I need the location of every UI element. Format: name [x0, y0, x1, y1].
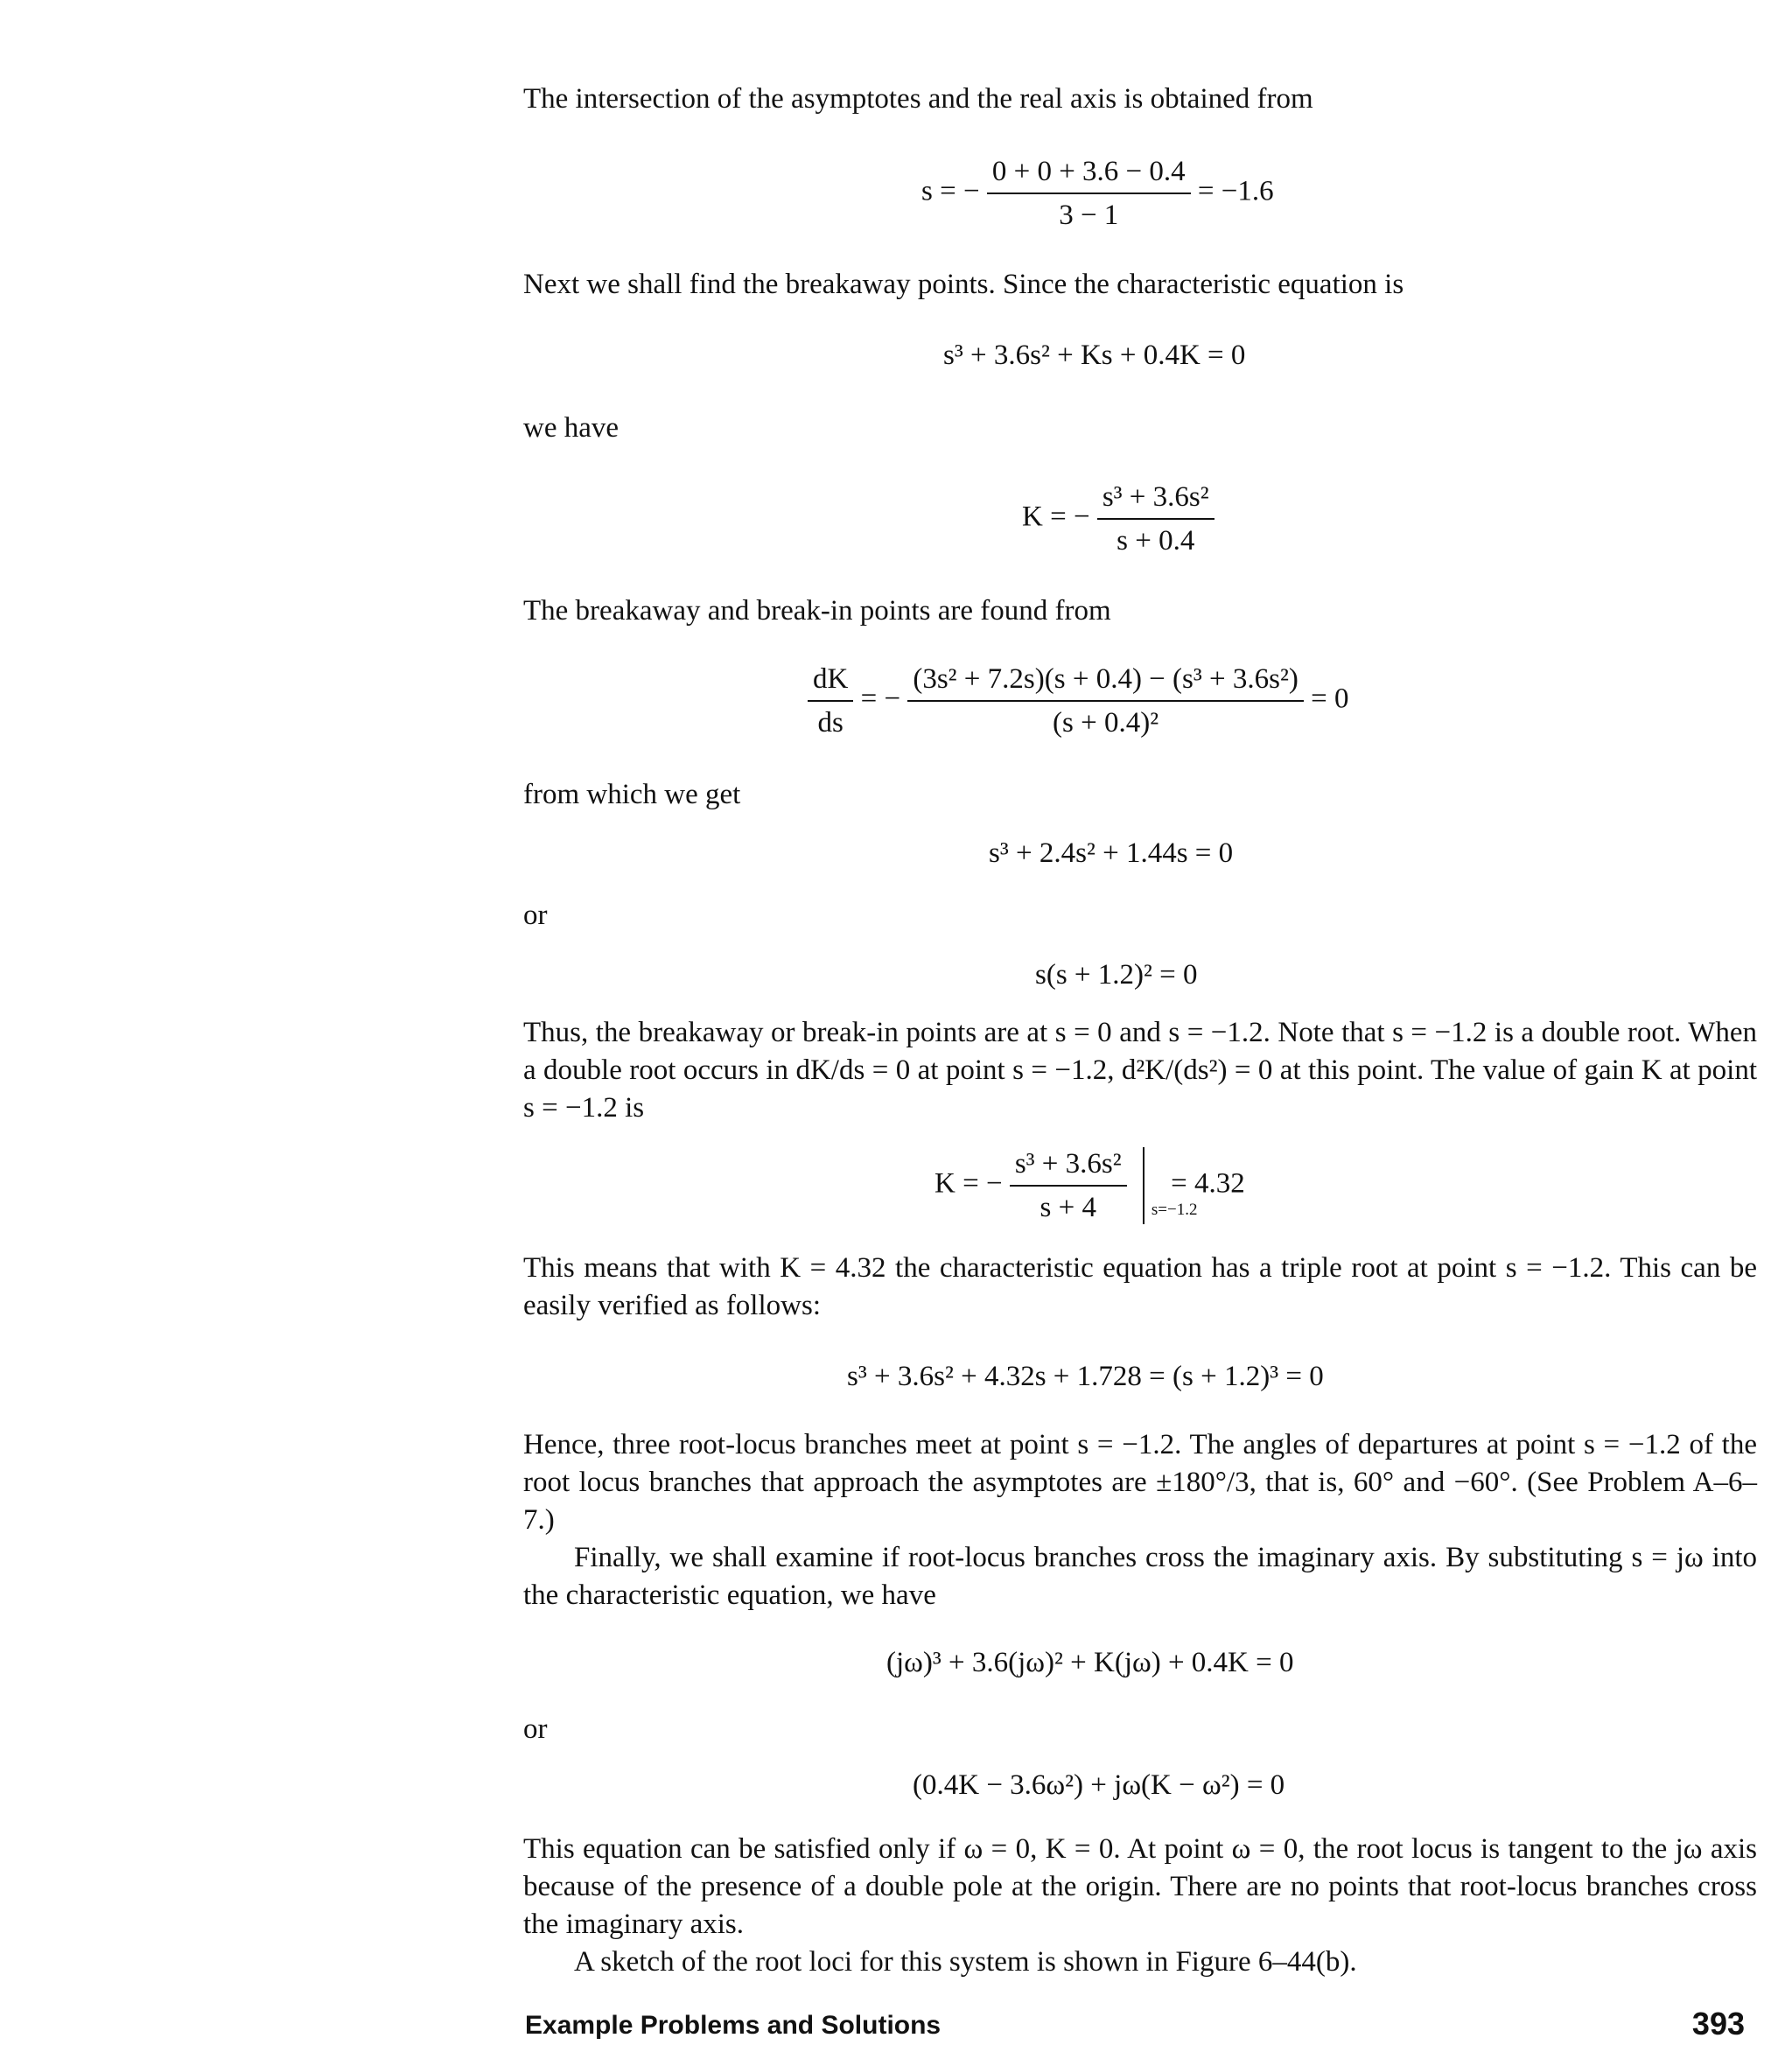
equation-gain-value: [934, 1146, 1245, 1225]
eq7-lhs: K = −: [934, 1167, 1003, 1200]
eq1-rhs: = −1.6: [1197, 175, 1274, 207]
paragraph-imaginary-axis: Finally, we shall examine if root-locus branches cross the imaginary axis. By substituting s = jω into the characteristic equation, we have: [523, 1542, 1757, 1611]
paragraph-we-have: we have: [523, 412, 620, 444]
eq3-numerator: s³ + 3.6s²: [1097, 480, 1214, 520]
eq3-fraction: [1097, 480, 1214, 558]
eq3-lhs: K = −: [1022, 501, 1090, 533]
eq7-numerator: s³ + 3.6s²: [1010, 1146, 1127, 1187]
eq4-mid: = −: [860, 683, 901, 715]
eq7-evaluation-bar: [1143, 1147, 1198, 1224]
paragraph-departure-angles: Hence, three root-locus branches meet at point s = −1.2. The angles of departures at point s = −1.2 of the root locus branches that approach the asymptotes are ±180°/3, that is, 60° and −60°. (See Problem A–6–7.): [523, 1429, 1757, 1536]
eq4-denominator: (s + 0.4)²: [1053, 707, 1159, 739]
paragraph-conclusion: This equation can be satisfied only if ω = 0, K = 0. At point ω = 0, the root locus is tangent to the jω axis because of the presence of a double pole at the origin. There are no points that root-locus branches cross the imaginary axis.: [523, 1833, 1757, 1940]
eq7-evaluation-point: s=−1.2: [1151, 1201, 1198, 1219]
footer-section-title: Example Problems and Solutions: [525, 2011, 942, 2040]
equation-triple-root: s³ + 3.6s² + 4.32s + 1.728 = (s + 1.2)³ = 0: [847, 1361, 1324, 1392]
equation-real-imag: (0.4K − 3.6ω²) + jω(K − ω²) = 0: [913, 1769, 1285, 1801]
eq4-fraction: [907, 662, 1304, 740]
equation-substitution: (jω)³ + 3.6(jω)² + K(jω) + 0.4K = 0: [886, 1647, 1294, 1678]
eq7-fraction: [1010, 1146, 1127, 1225]
equation-derivative-polynomial: s³ + 2.4s² + 1.44s = 0: [989, 837, 1234, 869]
paragraph-breakaway-intro: Next we shall find the breakaway points. Since the characteristic equation is: [523, 269, 1404, 300]
eq4-lhs-denominator: ds: [817, 707, 844, 739]
eq1-denominator: 3 − 1: [1059, 200, 1119, 231]
eq4-lhs-fraction: [808, 662, 853, 740]
paragraph-breakaway-points: Thus, the breakaway or break-in points are at s = 0 and s = −1.2. Note that s = −1.2 is a double root. When a double root occurs in dK/ds = 0 at point s = −1.2, d²K/(ds²) = 0 at this point. The value of gain K at point s = −1.2 is: [523, 1017, 1757, 1124]
paragraph-from-which: from which we get: [523, 779, 741, 810]
paragraph-sketch-reference: A sketch of the root loci for this system is shown in Figure 6–44(b).: [574, 1946, 1357, 1978]
paragraph-or-2: or: [523, 1713, 548, 1745]
equation-derivative: [808, 662, 1348, 740]
paragraph-triple-root: This means that with K = 4.32 the characteristic equation has a triple root at point s = −1.2. This can be easily verified as follows:: [523, 1252, 1757, 1321]
eq3-denominator: s + 0.4: [1116, 525, 1195, 557]
eq4-numerator: (3s² + 7.2s)(s + 0.4) − (s³ + 3.6s²): [907, 662, 1304, 702]
textbook-page: [523, 0, 1757, 2052]
equation-asymptote-intersection: [921, 154, 1274, 233]
equation-gain-k: [1022, 480, 1214, 558]
eq1-fraction: [987, 154, 1191, 233]
equation-factored: s(s + 1.2)² = 0: [1035, 959, 1198, 991]
footer-page-number: 393: [1691, 2006, 1745, 2041]
eq4-rhs: = 0: [1311, 683, 1349, 715]
paragraph-or-1: or: [523, 900, 548, 931]
eq7-rhs: = 4.32: [1171, 1167, 1245, 1200]
eq1-lhs: s = −: [921, 175, 980, 207]
paragraph-breakin-intro: The breakaway and break-in points are found from: [523, 595, 1111, 627]
paragraph-asymptote-intro: The intersection of the asymptotes and the real axis is obtained from: [523, 83, 1313, 115]
eq4-lhs-numerator: dK: [808, 662, 853, 702]
equation-characteristic: s³ + 3.6s² + Ks + 0.4K = 0: [943, 340, 1246, 371]
eq1-numerator: 0 + 0 + 3.6 − 0.4: [987, 154, 1191, 194]
eq7-denominator: s + 4: [1040, 1192, 1096, 1223]
